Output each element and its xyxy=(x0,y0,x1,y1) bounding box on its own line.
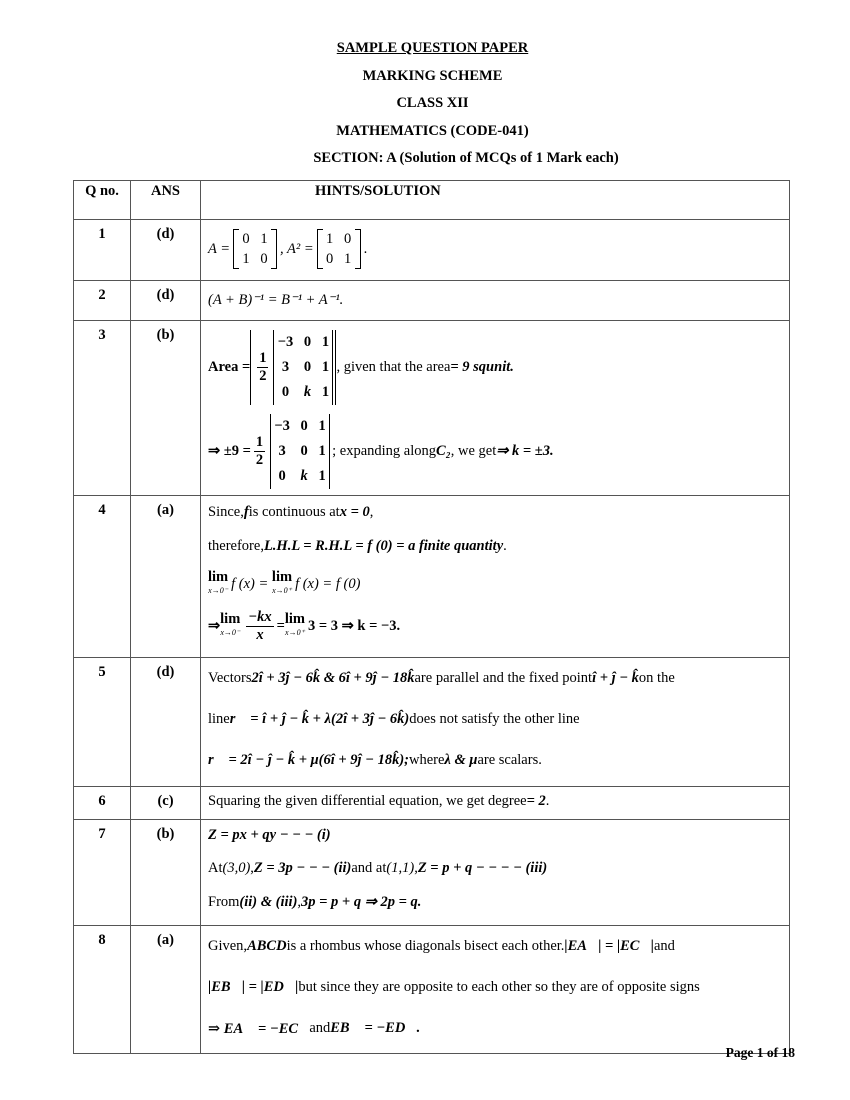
math-text: , A² = xyxy=(280,240,314,257)
table-header-row xyxy=(74,181,790,220)
col-header-ans: ANS xyxy=(131,181,201,220)
answer: (a) xyxy=(131,926,201,1054)
solution xyxy=(201,220,790,281)
math-text: . xyxy=(363,240,368,257)
math-text: ⇒ ±9 = xyxy=(208,442,251,459)
area-determinant: $\frac{1}{2}$ −3 0 1 3 0 1 0 k 1 xyxy=(250,330,336,405)
section-label: SECTION: A (Solution of MCQs of 1 Mark each) xyxy=(313,150,619,166)
answer: (c) xyxy=(131,787,201,820)
question-number: 1 xyxy=(74,220,131,281)
table-row xyxy=(74,220,790,281)
answer: (d) xyxy=(131,658,201,787)
solution: Given, ABCD is a rhombus whose diagonals bisect each other. |EA⃗| = |EC⃗| and |EB⃗| = |ED⃗| but since they are opposite to each other so they are of opposite signs ⇒ EA⃗ = −EC⃗ and EB⃗ = −ED⃗. xyxy=(201,926,790,1054)
paper-title: SAMPLE QUESTION PAPER xyxy=(336,40,529,56)
text: , given that the area xyxy=(336,358,451,375)
solution: Z = px + qy − − − (i) At (3,0) , Z = 3p − − − (ii) and at (1,1) , Z = p + q − − − − (iii) From (ii) & (iii) , 3p = p + q ⇒ 2p = q. xyxy=(201,820,790,926)
answer: (d) xyxy=(131,220,201,281)
solution: Squaring the given differential equation, we get degree = 2 . xyxy=(201,787,790,820)
table-row xyxy=(74,321,790,496)
question-number: 3 xyxy=(74,321,131,496)
question-number: 5 xyxy=(74,658,131,787)
matrix-a: 0 1 1 0 xyxy=(233,229,277,269)
col-header-hints: HINTS/SOLUTION xyxy=(201,181,790,220)
area-label: Area = xyxy=(208,358,251,375)
solutions-table xyxy=(73,180,790,1054)
page-number: Page 1 of 18 xyxy=(725,1045,795,1060)
question-number: 7 xyxy=(74,820,131,926)
answer: (b) xyxy=(131,820,201,926)
class-label: CLASS XII xyxy=(396,95,469,111)
question-number: 6 xyxy=(74,787,131,820)
paper-subtitle: MARKING SCHEME xyxy=(362,68,503,84)
table-row xyxy=(74,787,790,820)
table-row xyxy=(74,496,790,658)
col-header-qno: Q no. xyxy=(74,181,131,220)
table-row xyxy=(74,820,790,926)
subject-label: MATHEMATICS (CODE-041) xyxy=(336,123,529,139)
table-row xyxy=(74,926,790,1054)
question-number: 8 xyxy=(74,926,131,1054)
table-row xyxy=(74,658,790,787)
table-row xyxy=(74,281,790,321)
solution: Area = $\frac{1}{2}$ −3 0 1 3 0 1 0 k 1 , given that the area = 9 squnit. ⇒ ±9 = $\frac{1}{2}$ −3 0 1 3 0 1 0 k 1 ; expanding along C₂ , we get ⇒ k = ±3. xyxy=(201,321,790,496)
math-text: A = xyxy=(208,240,231,257)
solution: Vectors 2î + 3ĵ − 6k̂ & 6î + 9ĵ − 18k̂ are parallel and the fixed point î + ĵ − k̂ on the line r⃗ = î + ĵ − k̂ + λ(2î + 3ĵ − 6k̂) does not satisfy the other line r⃗ = 2î − ĵ − k̂ + μ(6î + 9ĵ − 18k̂); where λ & μ are scalars. xyxy=(201,658,790,787)
solution xyxy=(201,281,790,321)
math-text: (A + B)⁻¹ = B⁻¹ + A⁻¹. xyxy=(208,291,344,308)
solution: Since, f is continuous at x = 0 , therefore, L.H.L = R.H.L = f (0) = a finite quantity . lim x→0⁻ f (x) = lim x→0⁺ f (x) = f (0) ⇒ lim x→0⁻ $\frac{-kx}{x}$ = lim x→0⁺ 3 = 3 ⇒ k = −3. xyxy=(201,496,790,658)
answer: (b) xyxy=(131,321,201,496)
answer: (a) xyxy=(131,496,201,658)
matrix-a-squared: 1 0 0 1 xyxy=(317,229,361,269)
question-number: 2 xyxy=(74,281,131,321)
text: ; expanding along xyxy=(332,442,437,459)
question-number: 4 xyxy=(74,496,131,658)
determinant: −3 0 1 3 0 1 0 k 1 xyxy=(270,414,330,489)
answer: (d) xyxy=(131,281,201,321)
math-text: = 9 squnit. xyxy=(450,358,514,375)
